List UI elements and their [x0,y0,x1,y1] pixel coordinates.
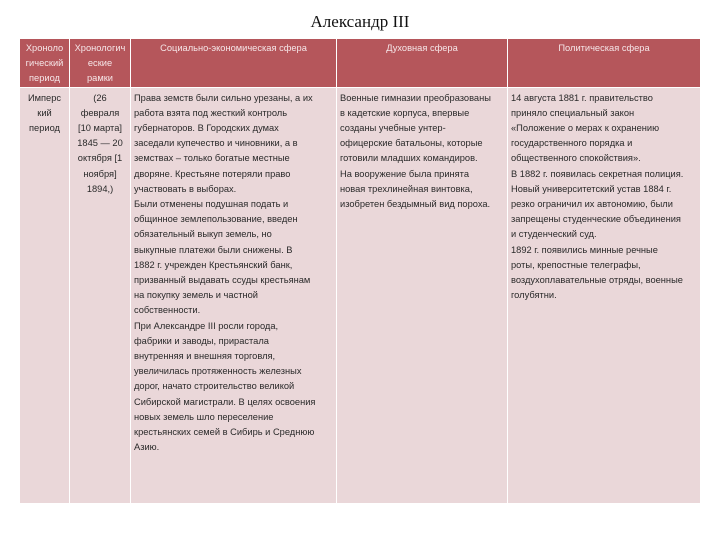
text-line: 14 августа 1881 г. правительство [511,92,653,103]
text-line: В 1882 г. появилась секретная полиция. [511,168,684,179]
text-line: губернаторов. В Городских думах [134,123,279,134]
text-line: в кадетские корпуса, впервые [340,107,470,118]
table-row [20,87,701,503]
header-period [20,39,70,88]
cell-spiritual [337,87,508,503]
text-line: Хронологич [74,43,126,53]
text-line: 1892 г. появились минные речные [511,244,658,255]
text-line: офицерские батальоны, которые [340,138,483,149]
text-line: новая трехлинейная винтовка, [340,183,473,194]
header-political [508,39,701,88]
text-line: обязательный выкуп земель, но [134,229,272,240]
cell-dates [70,87,131,503]
text-line: 1894,) [86,183,114,194]
header-row [20,39,701,88]
history-table [19,38,701,504]
text-line: заседали купечество и чиновники, а в [134,138,298,149]
text-line: Права земств были сильно урезаны, а их [134,92,313,103]
text-line: Азию. [134,442,160,453]
header-dates [70,39,131,88]
text-line: крестьянских семей в Сибирь и Среднюю [134,427,315,438]
text-line: готовили младших командиров. [340,153,478,164]
text-line: гический [25,58,64,69]
text-line: государственного порядка и [511,138,633,149]
cell-political [508,87,701,503]
text-line: Политическая сфера [558,43,650,53]
text-line: рамки [87,73,113,84]
text-line: Хроноло [25,43,64,53]
text-line: призванный выдавать ссуды крестьянам [134,275,311,286]
text-line: февраля [80,107,120,118]
text-line: новых земель шло переселение [134,411,274,422]
text-line: и студенческий суд. [511,229,597,240]
text-line: запрещены студенческие объединения [511,214,681,225]
text-line: 1882 г. учрежден Крестьянский банк, [134,259,293,270]
text-line: (26 [93,92,107,103]
text-line: На вооружение была принята [340,168,470,179]
text-line: земствах – только богатые местные [134,153,290,164]
text-line: еские [87,58,113,69]
text-line: Социально-экономическая сфера [160,43,307,53]
text-line: участвовать в выборах. [134,183,237,194]
text-line: увеличилась протяженность железных [134,366,302,377]
page-title: Александр III [310,12,410,31]
text-line: [10 марта] [78,123,122,134]
text-line: выкупные платежи были снижены. В [134,244,293,255]
cell-period [20,87,70,503]
cell-social [131,87,337,503]
text-line: ноября] [83,168,117,179]
text-line: на покупку земель и частной [134,290,258,301]
text-line: роты, крепостные телеграфы, [511,259,641,270]
text-line: собственности. [134,305,201,316]
text-line: внутренняя и внешняя торговля, [134,351,276,362]
text-line: период [29,73,60,84]
text-line: При Александре III росли города, [134,320,279,331]
text-line: общественного спокойствия». [511,153,641,164]
text-line: изобретен бездымный вид пороха. [340,199,491,210]
header-spiritual [337,39,508,88]
text-line: дворяне. Крестьяне потеряли право [134,168,291,179]
text-line: созданы учебные унтер- [340,123,446,134]
text-line: общинное землепользование, введен [134,214,298,225]
text-line: Имперс [27,92,62,103]
text-line: воздухоплавательные отряды, военные [511,275,683,286]
header-social [131,39,337,88]
text-line: дорог, начато строительство великой [134,381,295,392]
text-line: работа взята под жесткий контроль [134,107,288,118]
text-line: фабрики и заводы, прирастала [134,335,269,346]
text-line: Духовная сфера [386,43,458,53]
text-line: голубятни. [511,290,557,301]
text-line: приняло специальный закон [511,107,635,118]
text-line: резко ограничил их автономию, были [511,199,673,210]
text-line: Военные гимназии преобразованы [340,92,491,103]
text-line: октября [1 [77,153,123,164]
text-line: 1845 — 20 [77,138,123,149]
text-line: кий [37,107,52,118]
text-line: период [29,123,60,134]
text-line: Сибирской магистрали. В целях освоения [134,396,316,407]
text-line: «Положение о мерах к охранению [511,123,660,134]
text-line: Были отменены подушная подать и [134,199,289,210]
text-line: Новый университетский устав 1884 г. [511,183,672,194]
